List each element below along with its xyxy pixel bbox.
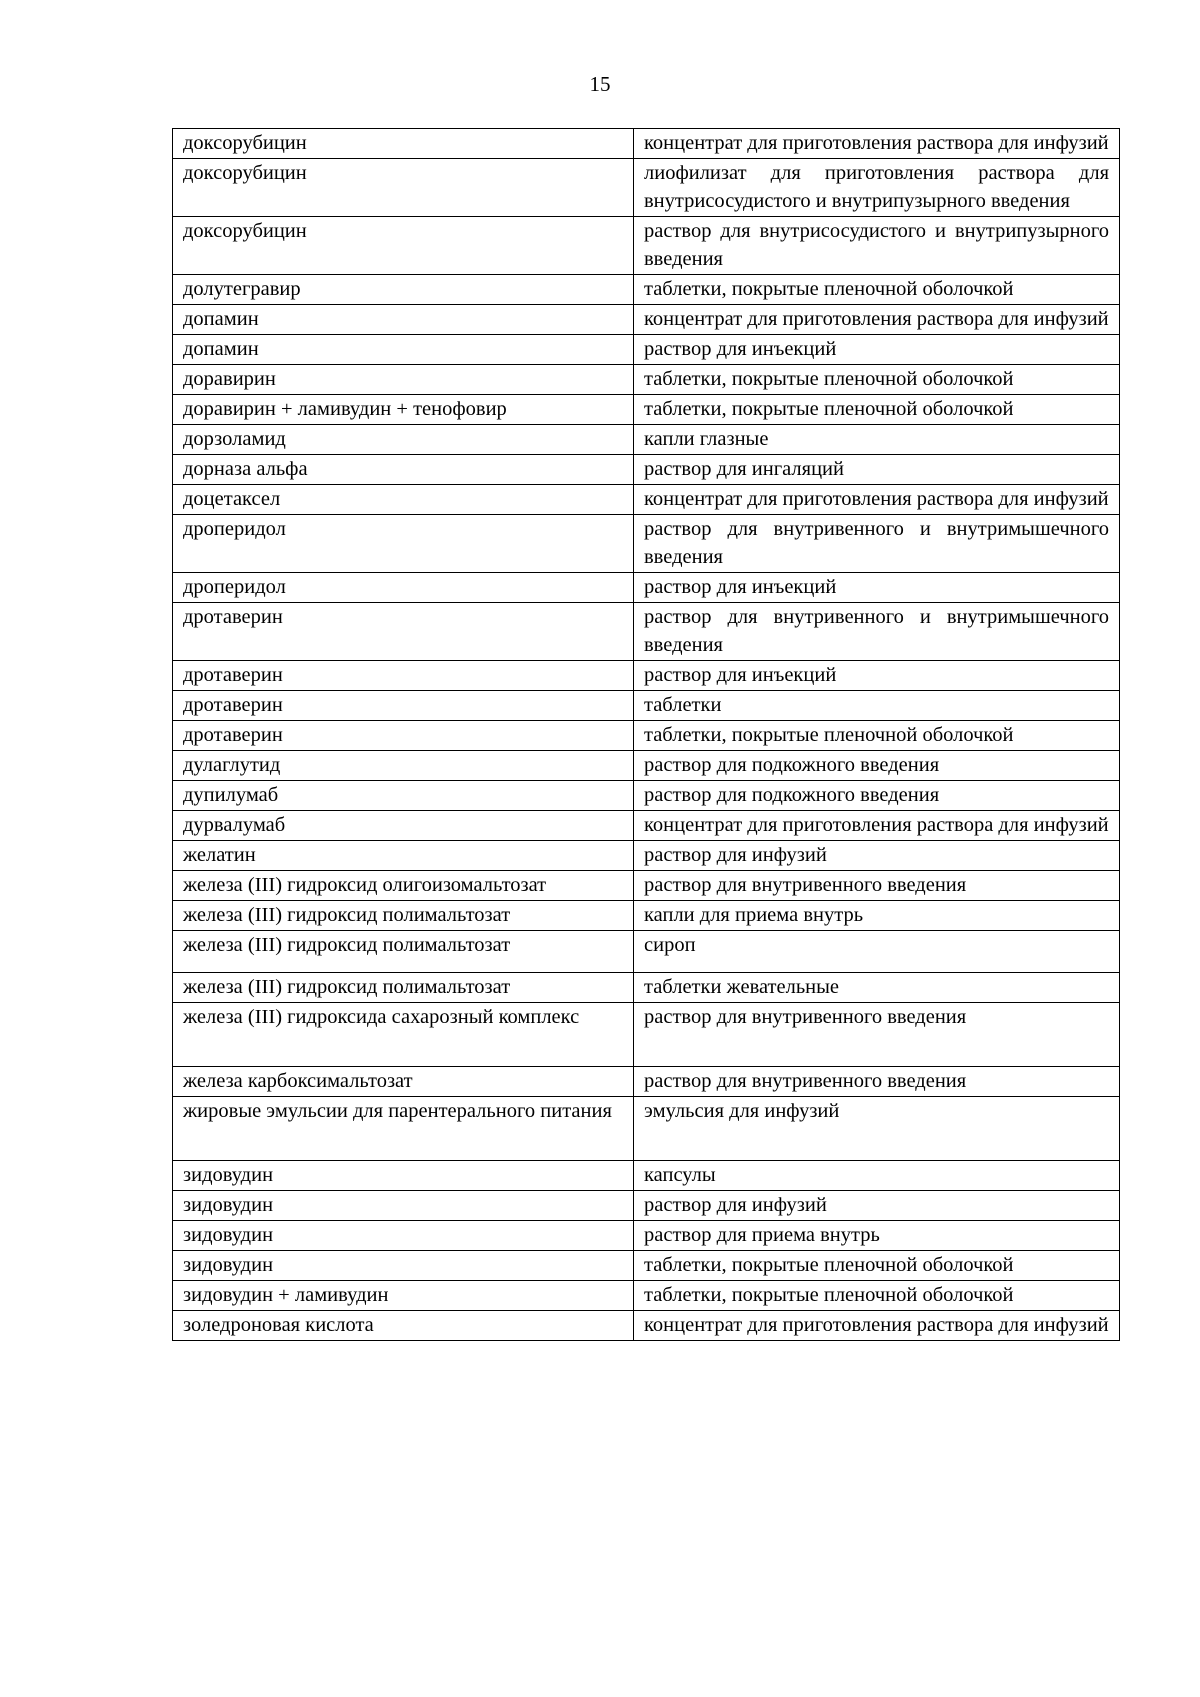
table-row <box>173 515 1120 573</box>
table-row <box>173 425 1120 455</box>
drug-name-cell: дроперидол <box>173 515 634 573</box>
dosage-form-cell: таблетки, покрытые пленочной оболочкой <box>634 721 1120 751</box>
dosage-form-cell: раствор для внутривенного и внутримышечного введения <box>634 515 1120 573</box>
drug-name-cell: дроперидол <box>173 573 634 603</box>
table-row <box>173 721 1120 751</box>
table-row <box>173 1161 1120 1191</box>
dosage-form-cell: раствор для инъекций <box>634 335 1120 365</box>
table-row <box>173 751 1120 781</box>
table-row <box>173 931 1120 973</box>
drug-name-cell: допамин <box>173 335 634 365</box>
drug-name-cell: зидовудин <box>173 1221 634 1251</box>
drug-name-cell: зидовудин <box>173 1251 634 1281</box>
table-row <box>173 811 1120 841</box>
table-row <box>173 1221 1120 1251</box>
dosage-form-cell: капли для приема внутрь <box>634 901 1120 931</box>
dosage-form-cell: капсулы <box>634 1161 1120 1191</box>
dosage-form-cell: таблетки, покрытые пленочной оболочкой <box>634 1251 1120 1281</box>
table-row <box>173 1097 1120 1161</box>
drug-name-cell: зидовудин <box>173 1161 634 1191</box>
dosage-form-cell: раствор для внутривенного и внутримышечного введения <box>634 603 1120 661</box>
dosage-form-cell: концентрат для приготовления раствора для инфузий <box>634 1311 1120 1341</box>
dosage-form-cell: раствор для подкожного введения <box>634 751 1120 781</box>
table-row <box>173 365 1120 395</box>
dosage-form-cell: таблетки жевательные <box>634 973 1120 1003</box>
dosage-form-cell: раствор для внутривенного введения <box>634 1003 1120 1067</box>
table-row <box>173 1067 1120 1097</box>
drug-name-cell: допамин <box>173 305 634 335</box>
drug-name-cell: дупилумаб <box>173 781 634 811</box>
dosage-form-cell: раствор для инфузий <box>634 1191 1120 1221</box>
dosage-form-cell: раствор для внутрисосудистого и внутрипузырного введения <box>634 217 1120 275</box>
drug-name-cell: дротаверин <box>173 721 634 751</box>
drug-name-cell: железа (III) гидроксид полимальтозат <box>173 973 634 1003</box>
dosage-form-cell: раствор для инфузий <box>634 841 1120 871</box>
dosage-form-cell: раствор для внутривенного введения <box>634 1067 1120 1097</box>
table-row <box>173 901 1120 931</box>
dosage-form-cell: раствор для внутривенного введения <box>634 871 1120 901</box>
dosage-form-cell: таблетки, покрытые пленочной оболочкой <box>634 365 1120 395</box>
dosage-form-cell: эмульсия для инфузий <box>634 1097 1120 1161</box>
table-row <box>173 781 1120 811</box>
table-row <box>173 1311 1120 1341</box>
drug-name-cell: доцетаксел <box>173 485 634 515</box>
dosage-form-cell: концентрат для приготовления раствора для инфузий <box>634 129 1120 159</box>
drug-name-cell: железа (III) гидроксида сахарозный комплекс <box>173 1003 634 1067</box>
drug-name-cell: железа (III) гидроксид олигоизомальтозат <box>173 871 634 901</box>
drug-name-cell: доравирин <box>173 365 634 395</box>
drug-name-cell: железа карбоксимальтозат <box>173 1067 634 1097</box>
drug-name-cell: дротаверин <box>173 691 634 721</box>
dosage-form-cell: раствор для приема внутрь <box>634 1221 1120 1251</box>
table-row <box>173 1251 1120 1281</box>
drug-name-cell: дурвалумаб <box>173 811 634 841</box>
table-row <box>173 455 1120 485</box>
drug-name-cell: долутегравир <box>173 275 634 305</box>
drug-name-cell: дорназа альфа <box>173 455 634 485</box>
table-row <box>173 691 1120 721</box>
drug-name-cell: желатин <box>173 841 634 871</box>
dosage-form-cell: раствор для инъекций <box>634 573 1120 603</box>
drug-name-cell: доксорубицин <box>173 217 634 275</box>
table-row <box>173 1281 1120 1311</box>
table-row <box>173 305 1120 335</box>
table-row <box>173 275 1120 305</box>
dosage-form-cell: лиофилизат для приготовления раствора для внутрисосудистого и внутрипузырного введения <box>634 159 1120 217</box>
drug-name-cell: жировые эмульсии для парентерального питания <box>173 1097 634 1161</box>
table-row <box>173 661 1120 691</box>
drug-name-cell: железа (III) гидроксид полимальтозат <box>173 901 634 931</box>
table-row <box>173 159 1120 217</box>
table-row <box>173 573 1120 603</box>
drug-name-cell: дулаглутид <box>173 751 634 781</box>
drug-name-cell: дорзоламид <box>173 425 634 455</box>
table-row <box>173 1003 1120 1067</box>
drug-name-cell: доравирин + ламивудин + тенофовир <box>173 395 634 425</box>
table-row <box>173 485 1120 515</box>
table-row <box>173 841 1120 871</box>
dosage-form-cell: таблетки, покрытые пленочной оболочкой <box>634 1281 1120 1311</box>
table-row <box>173 1191 1120 1221</box>
drug-name-cell: доксорубицин <box>173 159 634 217</box>
dosage-form-cell: раствор для инъекций <box>634 661 1120 691</box>
dosage-form-cell: концентрат для приготовления раствора для инфузий <box>634 485 1120 515</box>
drug-name-cell: доксорубицин <box>173 129 634 159</box>
page-number: 15 <box>589 72 611 96</box>
dosage-form-cell: таблетки, покрытые пленочной оболочкой <box>634 395 1120 425</box>
table-row <box>173 395 1120 425</box>
drug-name-cell: железа (III) гидроксид полимальтозат <box>173 931 634 973</box>
drug-name-cell: золедроновая кислота <box>173 1311 634 1341</box>
dosage-form-cell: капли глазные <box>634 425 1120 455</box>
table-row <box>173 129 1120 159</box>
drug-name-cell: зидовудин <box>173 1191 634 1221</box>
dosage-form-cell: раствор для ингаляций <box>634 455 1120 485</box>
dosage-form-cell: таблетки, покрытые пленочной оболочкой <box>634 275 1120 305</box>
table-row <box>173 335 1120 365</box>
table-row <box>173 973 1120 1003</box>
table-row <box>173 217 1120 275</box>
drug-name-cell: дротаверин <box>173 661 634 691</box>
dosage-form-cell: раствор для подкожного введения <box>634 781 1120 811</box>
drug-name-cell: зидовудин + ламивудин <box>173 1281 634 1311</box>
table-row <box>173 603 1120 661</box>
drug-name-cell: дротаверин <box>173 603 634 661</box>
dosage-form-cell: концентрат для приготовления раствора для инфузий <box>634 305 1120 335</box>
dosage-form-cell: концентрат для приготовления раствора для инфузий <box>634 811 1120 841</box>
dosage-form-cell: сироп <box>634 931 1120 973</box>
dosage-form-cell: таблетки <box>634 691 1120 721</box>
table-row <box>173 871 1120 901</box>
drug-table <box>172 128 1120 1341</box>
